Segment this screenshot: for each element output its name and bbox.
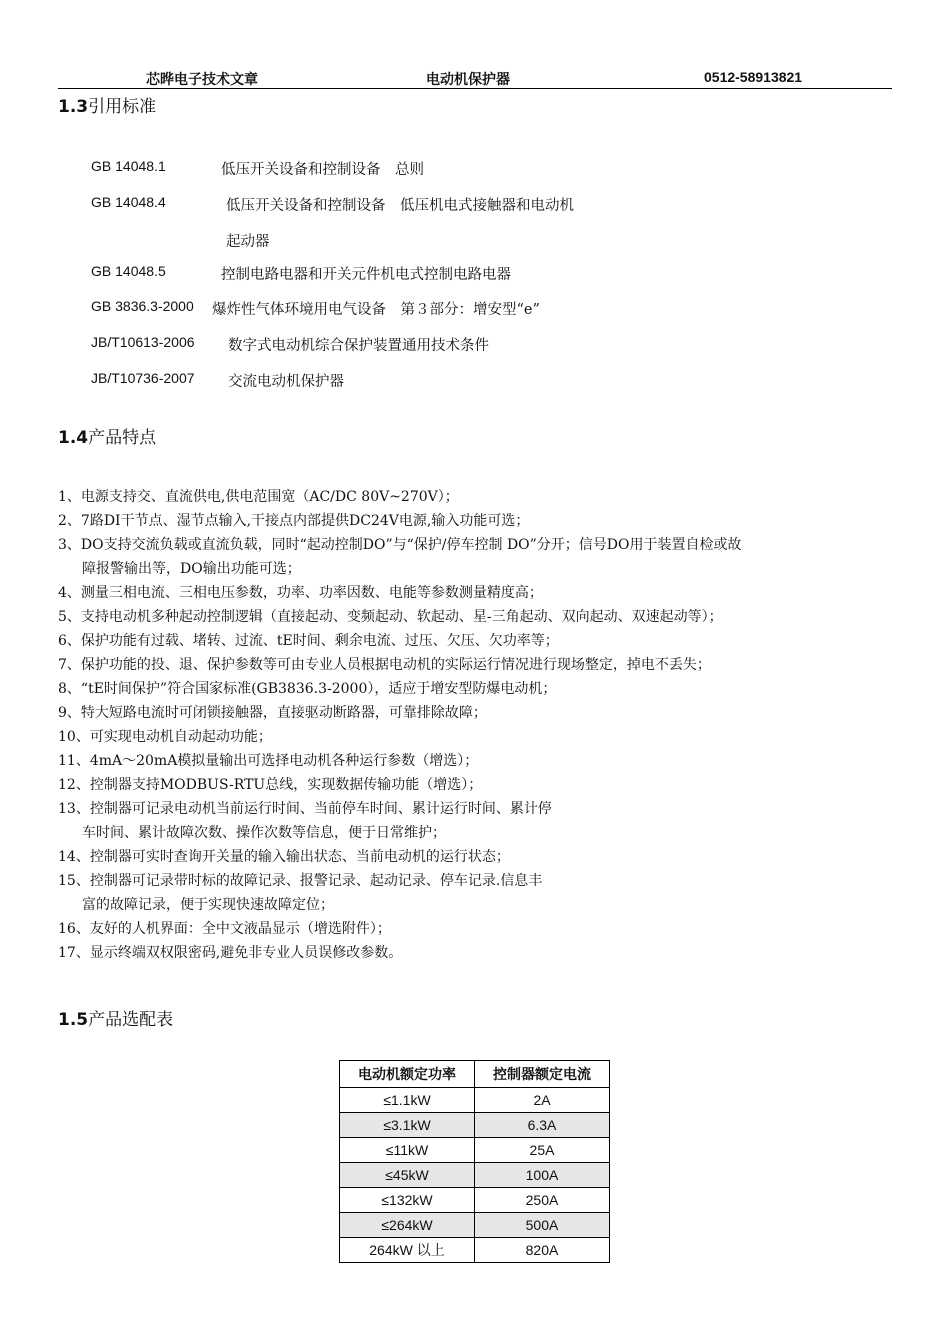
table-cell: ≤11kW	[340, 1138, 475, 1163]
header-company: 芯晔电子技术文章	[146, 71, 258, 87]
standard-code: GB 3836.3-2000	[91, 298, 194, 314]
list-item: 9、特大短路电流时可闭锁接触器，直接驱动断路器，可靠排除故障；	[58, 705, 487, 721]
list-item: 7、保护功能的投、退、保护参数等可由专业人员根据电动机的实际运行情况进行现场整定，掉电不丢失；	[58, 657, 711, 673]
standard-desc: 起动器	[226, 234, 270, 250]
table-row	[340, 1113, 610, 1138]
list-item: 1、电源支持交、直流供电,供电范围宽（AC/DC 80V~270V）；	[58, 489, 459, 505]
section-title: 引用标准	[88, 97, 157, 117]
table-cell: 2A	[475, 1088, 610, 1113]
table-cell: ≤264kW	[340, 1213, 475, 1238]
feature-list	[58, 485, 908, 965]
header-title: 电动机保护器	[426, 71, 510, 87]
table-cell: ≤45kW	[340, 1163, 475, 1188]
table-row	[340, 1138, 610, 1163]
list-item-continued: 富的故障记录，便于实现快速故障定位；	[82, 897, 334, 913]
table-row	[340, 1213, 610, 1238]
list-item: 10、可实现电动机自动起动功能；	[58, 729, 272, 745]
table-cell: 100A	[475, 1163, 610, 1188]
table-cell: ≤3.1kW	[340, 1113, 475, 1138]
table-cell: 264kW 以上	[340, 1238, 475, 1263]
standard-code: GB 14048.5	[91, 263, 166, 279]
standard-desc: 低压开关设备和控制设备 总则	[221, 162, 424, 178]
column-header: 电动机额定功率	[340, 1061, 475, 1088]
standard-desc: 数字式电动机综合保护装置通用技术条件	[228, 338, 489, 354]
section-title: 产品特点	[88, 428, 157, 448]
list-item: 8、“tE时间保护”符合国家标准(GB3836.3-2000），适应于增安型防爆电动机；	[58, 681, 557, 697]
table-cell: 820A	[475, 1238, 610, 1263]
list-item: 12、控制器支持MODBUS-RTU总线，实现数据传输功能（增选）；	[58, 777, 483, 793]
standard-code: GB 14048.4	[91, 194, 166, 210]
standard-code: JB/T10613-2006	[91, 334, 195, 350]
table-row	[340, 1238, 610, 1263]
table-cell: 500A	[475, 1213, 610, 1238]
list-item-continued: 障报警输出等，DO输出功能可选；	[82, 561, 301, 577]
standard-code: GB 14048.1	[91, 158, 166, 174]
section-number: 1.5	[58, 1010, 89, 1030]
table-cell: 250A	[475, 1188, 610, 1213]
list-item: 13、控制器可记录电动机当前运行时间、当前停车时间、累计运行时间、累计停	[58, 801, 552, 817]
list-item: 4、测量三相电流、三相电压参数，功率、功率因数、电能等参数测量精度高；	[58, 585, 543, 601]
standard-desc: 控制电路电器和开关元件机电式控制电路电器	[221, 267, 511, 283]
list-item: 14、控制器可实时查询开关量的输入输出状态、当前电动机的运行状态；	[58, 849, 510, 865]
standard-desc: 交流电动机保护器	[228, 374, 344, 390]
product-selection-table	[339, 1060, 610, 1263]
table-row	[340, 1163, 610, 1188]
list-item: 11、4mA～20mA模拟量输出可选择电动机各种运行参数（增选）；	[58, 753, 479, 769]
column-header: 控制器额定电流	[475, 1061, 610, 1088]
section-title: 产品选配表	[88, 1010, 174, 1030]
section-heading-1-5	[58, 1005, 173, 1030]
list-item: 3、DO支持交流负载或直流负载，同时“起动控制DO”与“保护/停车控制 DO”分开；信号DO用于装置自检或故	[58, 537, 742, 553]
table-cell: 6.3A	[475, 1113, 610, 1138]
list-item: 5、支持电动机多种起动控制逻辑（直接起动、变频起动、软起动、星-三角起动、双向起动、双速起动等）；	[58, 609, 723, 625]
table-header-row	[340, 1061, 610, 1088]
table-cell: ≤132kW	[340, 1188, 475, 1213]
table-row	[340, 1188, 610, 1213]
standard-desc: 爆炸性气体环境用电气设备 第３部分：增安型“e”	[212, 302, 540, 318]
table-row	[340, 1088, 610, 1113]
header-phone: 0512-58913821	[704, 69, 803, 85]
list-item: 6、保护功能有过载、堵转、过流、tE时间、剩余电流、过压、欠压、欠功率等；	[58, 633, 559, 649]
section-number: 1.3	[58, 97, 89, 117]
list-item-continued: 车时间、累计故障次数、操作次数等信息，便于日常维护；	[82, 825, 446, 841]
list-item: 17、显示终端双权限密码,避免非专业人员误修改参数。	[58, 945, 403, 961]
list-item: 2、7路DI干节点、湿节点输入,干接点内部提供DC24V电源,输入功能可选；	[58, 513, 530, 529]
list-item: 15、控制器可记录带时标的故障记录、报警记录、起动记录、停车记录.信息丰	[58, 873, 543, 889]
section-heading-1-3	[58, 92, 156, 117]
section-heading-1-4	[58, 423, 156, 448]
table-cell: ≤1.1kW	[340, 1088, 475, 1113]
section-number: 1.4	[58, 428, 89, 448]
list-item: 16、友好的人机界面：全中文液晶显示（增选附件）；	[58, 921, 391, 937]
standard-desc: 低压开关设备和控制设备 低压机电式接触器和电动机	[226, 198, 574, 214]
table-cell: 25A	[475, 1138, 610, 1163]
standard-code: JB/T10736-2007	[91, 370, 195, 386]
page-header	[58, 68, 892, 89]
